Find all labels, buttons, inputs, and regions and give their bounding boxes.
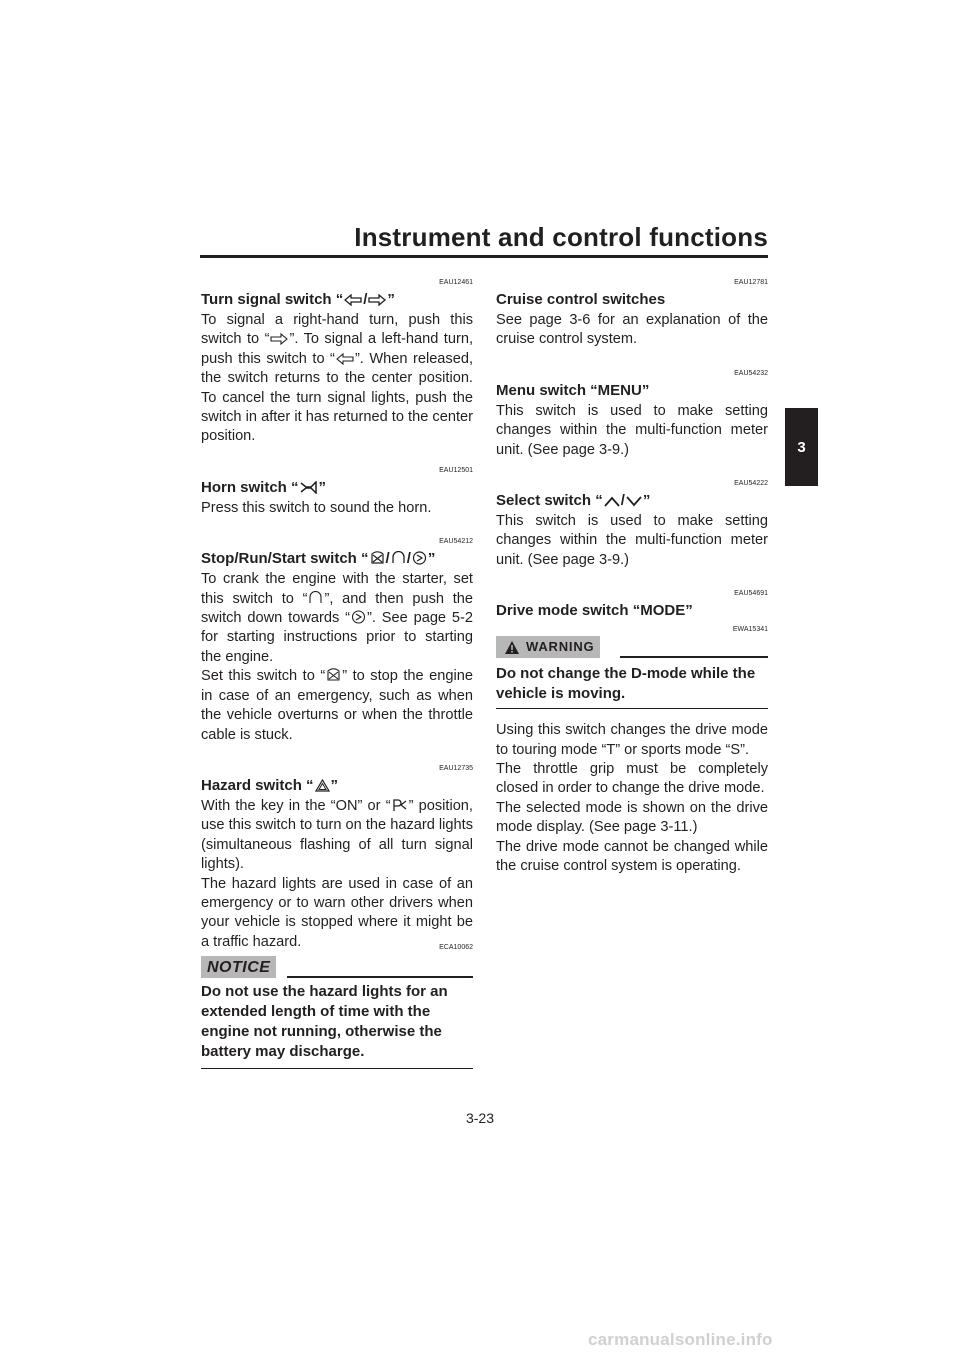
warning-header [496, 636, 768, 658]
section-code: EAU12461 [439, 279, 473, 286]
section-body: Press this switch to sound the horn. [201, 499, 432, 516]
section-body: The hazard lights are used in case of an emergency or to warn other drivers when your vehicle is stopped where it might be a traffic hazard. [201, 875, 473, 950]
section-code: EAU12735 [439, 764, 473, 772]
section-body: See page 3-6 for an explanation of the cruise control system. [496, 312, 768, 348]
section-heading: Select switch “ / ” [496, 492, 651, 510]
section-heading: Drive mode switch “MODE” [496, 602, 693, 620]
engine-stop-icon [326, 668, 341, 682]
section-heading: Turn signal switch “ / ” [201, 291, 395, 308]
hazard-icon [315, 779, 330, 792]
section-drive-mode [496, 588, 768, 876]
turn-right-icon [270, 333, 288, 345]
section-code: EAU54212 [439, 538, 473, 546]
section-heading: Stop/Run/Start switch “ / / ” [201, 550, 436, 568]
watermark: carmanualsonline.info [588, 1330, 773, 1349]
section-body: The drive mode cannot be changed while the cruise control system is operating. [496, 838, 768, 875]
section-body: Using this switch changes the drive mode to touring mode “T” or sports mode “S”. [496, 722, 768, 758]
section-body: Set this switch to “ ” to stop the engine in case of an emergency, such as when the vehicle overturns or when the throttle cable is stuck. [201, 668, 473, 743]
section-heading: Cruise control switches [496, 291, 666, 308]
horn-icon [300, 481, 318, 494]
left-column [201, 265, 473, 1069]
section-body: The throttle grip must be completely closed in order to change the drive mode. [496, 761, 768, 797]
page-title: Instrument and control functions [354, 222, 768, 252]
section-menu [496, 368, 768, 460]
notice-body: Do not use the hazard lights for an extended length of time with the engine not running, otherwise the battery may discharge. [201, 978, 473, 1069]
section-body: To signal a right-hand turn, push this switch to “ ”. To signal a left-hand turn, push this switch to “ ”. When released, the switch returns to the center position. To cancel the turn signal lights, push the switch in after it has returned to the center position. [201, 312, 474, 445]
parking-key-icon [392, 798, 408, 812]
title-rule [200, 255, 768, 258]
section-hazard [201, 763, 473, 952]
section-code: EAU54232 [734, 369, 768, 377]
warning-body: Do not change the D-mode while the vehicle is moving. [496, 658, 768, 709]
engine-stop-icon [370, 551, 385, 565]
section-cruise [496, 277, 768, 350]
section-heading: Horn switch “ ” [201, 478, 327, 496]
notice-rule [287, 976, 473, 978]
section-heading: Hazard switch “ ” [201, 776, 339, 794]
chevron-up-icon [604, 496, 620, 507]
notice-header [201, 944, 473, 978]
warning-label: WARNING [496, 636, 600, 658]
section-stop-run-start [201, 536, 473, 745]
section-code: EAU12501 [439, 466, 473, 474]
engine-start-icon [351, 610, 366, 624]
turn-left-icon [336, 353, 354, 365]
notice-label: NOTICE [201, 956, 276, 978]
section-body: This switch is used to make setting changes within the multi-function meter unit. (See page 3-9.) [496, 402, 768, 458]
notice-code: ECA10062 [439, 944, 473, 952]
engine-run-icon [308, 591, 323, 605]
chevron-down-icon [626, 496, 642, 507]
warning-rule [620, 656, 768, 658]
section-code: EAU12781 [734, 279, 768, 286]
section-turn-signal [201, 277, 473, 447]
warning-box [496, 636, 768, 709]
section-body: This switch is used to make setting changes within the multi-function meter unit. (See page 3-9.) [496, 513, 768, 568]
turn-left-icon [344, 294, 362, 306]
chapter-tab: 3 [785, 408, 818, 486]
section-heading: Menu switch “MENU” [496, 381, 650, 399]
warning-triangle-icon [504, 640, 520, 655]
section-code: EAU54691 [734, 590, 768, 598]
section-code: EAU54222 [734, 480, 768, 488]
section-horn [201, 465, 473, 518]
right-column [496, 265, 768, 877]
engine-start-icon [412, 551, 427, 565]
page-number: 3-23 [465, 1110, 495, 1126]
section-body: With the key in the “ON” or “ ” position, use this switch to turn on the hazard lights (simultaneous flashing of all turn signal lights). [201, 797, 473, 873]
turn-right-icon [368, 294, 386, 306]
engine-run-icon [391, 551, 406, 565]
notice-box [201, 944, 473, 1069]
section-select [496, 478, 768, 570]
section-body: To crank the engine with the starter, set this switch to “ ”, and then push the switch down towards “ ”. See page 5-2 for starting instructions prior to starting the engine. [201, 571, 474, 665]
section-body: The selected mode is shown on the drive mode display. (See page 3-11.) [496, 799, 768, 836]
warning-code: EWA15341 [732, 626, 768, 634]
